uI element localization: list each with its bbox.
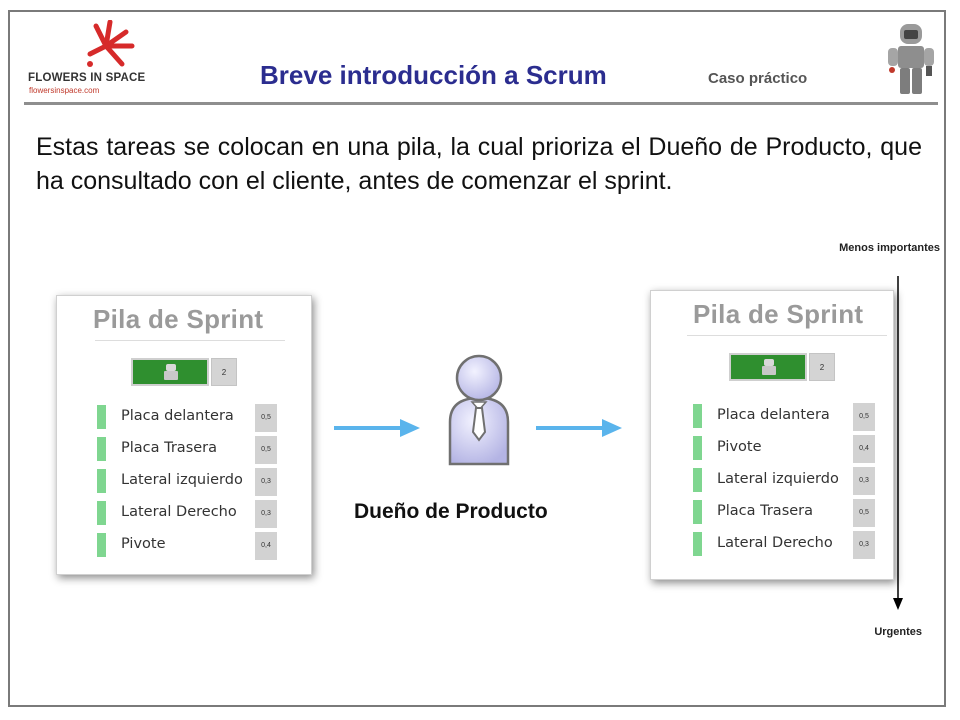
logo-url: flowersinspace.com xyxy=(29,86,100,95)
sprint-count: 2 xyxy=(809,353,835,381)
stack-title: Pila de Sprint xyxy=(693,299,864,329)
body-text: Estas tareas se colocan en una pila, la cual prioriza el Dueño de Producto, que ha consultado con el cliente, antes de comenzar el sprint. xyxy=(36,133,922,195)
task-marker xyxy=(693,500,702,524)
sprint-bar xyxy=(131,358,209,386)
task-marker xyxy=(693,436,702,460)
sprint-count: 2 xyxy=(211,358,237,386)
axis-bottom-label: Urgentes xyxy=(874,626,922,638)
arrow-right-icon xyxy=(334,416,420,440)
task-label: Lateral izquierdo xyxy=(121,472,243,488)
task-label: Lateral Derecho xyxy=(121,504,237,520)
slide-title: Breve introducción a Scrum xyxy=(260,60,607,90)
arrow-right-icon xyxy=(536,416,622,440)
sprint-stack-before xyxy=(56,295,312,575)
task-label: Placa Trasera xyxy=(121,440,218,456)
task-label: Placa Trasera xyxy=(717,503,814,519)
task-estimate: 0,5 xyxy=(853,499,875,527)
task-marker xyxy=(97,501,106,525)
sprint-stack-after xyxy=(650,290,894,580)
task-estimate: 0,3 xyxy=(853,467,875,495)
task-estimate: 0,5 xyxy=(255,436,277,464)
task-label: Lateral Derecho xyxy=(717,535,833,551)
task-marker xyxy=(693,532,702,556)
header-divider xyxy=(24,102,938,105)
robot-figure-icon xyxy=(886,22,938,100)
sprint-bar xyxy=(729,353,807,381)
task-marker xyxy=(97,437,106,461)
task-label: Pivote xyxy=(121,536,166,552)
task-marker xyxy=(693,468,702,492)
task-marker xyxy=(97,405,106,429)
task-marker xyxy=(693,404,702,428)
stack-title-divider xyxy=(687,335,887,336)
task-label: Pivote xyxy=(717,439,762,455)
stack-title: Pila de Sprint xyxy=(93,304,264,334)
logo-name: FLOWERS IN SPACE xyxy=(28,72,146,84)
stack-title-divider xyxy=(95,340,285,341)
task-estimate: 0,5 xyxy=(853,403,875,431)
product-owner-label: Dueño de Producto xyxy=(354,500,548,523)
task-estimate: 0,3 xyxy=(255,500,277,528)
axis-top-label: Menos importantes xyxy=(839,242,940,254)
task-estimate: 0,3 xyxy=(853,531,875,559)
product-owner-icon xyxy=(438,352,520,466)
task-marker xyxy=(97,533,106,557)
task-estimate: 0,4 xyxy=(853,435,875,463)
robot-icon xyxy=(161,363,181,381)
task-marker xyxy=(97,469,106,493)
task-estimate: 0,3 xyxy=(255,468,277,496)
logo xyxy=(28,20,158,100)
task-label: Placa delantera xyxy=(121,408,234,424)
robot-icon xyxy=(759,358,779,376)
slide-subtitle: Caso práctico xyxy=(708,70,808,87)
flower-star-icon xyxy=(82,20,142,72)
task-estimate: 0,5 xyxy=(255,404,277,432)
task-label: Lateral izquierdo xyxy=(717,471,839,487)
task-label: Placa delantera xyxy=(717,407,830,423)
task-estimate: 0,4 xyxy=(255,532,277,560)
